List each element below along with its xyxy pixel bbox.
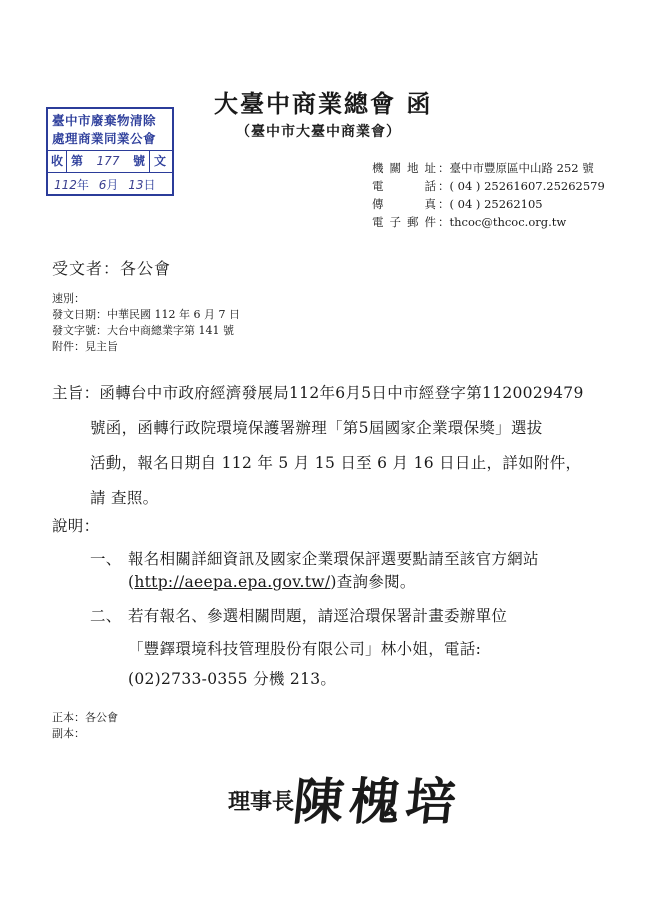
item2-number: 二、 [90,607,122,625]
signatory-name: 陳槐培 [290,772,465,831]
subject-line-3: 活動，報名日期自 112 年 5 月 15 日至 6 月 16 日日止，詳如附件， [90,454,582,472]
item2-line-2: 「豐鐸環境科技管理股份有限公司」林小姐，電話: [128,640,482,658]
item1-line-2: (http://aeepa.epa.gov.tw/)查詢參閱。 [128,573,416,591]
item1-line-1: 報名相關詳細資訊及國家企業環保評選要點請至該官方網站 [128,550,539,568]
signatory-title: 理事長 [228,790,295,815]
meta-doc-no: 發文字號：大台中商總業字第 141 號 [52,324,234,337]
stamp-number: 177 [96,154,120,168]
item1-number: 一、 [90,550,122,568]
stamp-hao: 號 [132,154,145,168]
contact-phone: 電 話 ：( 04 ) 25261607.25262579 [372,179,605,193]
subject-line-4: 請 查照。 [90,489,159,507]
item2-line-1: 若有報名、參選相關問題，請逕洽環保署計畫委辦單位 [128,607,508,625]
recipient: 受文者：各公會 [52,259,172,278]
receipt-stamp [46,107,174,196]
subject-line-2: 號函，函轉行政院環境保護署辦理「第5屆國家企業環保獎」選拔 [90,419,543,437]
official-website-link[interactable]: http://aeepa.epa.gov.tw/ [134,573,331,591]
explanation-heading: 說明： [52,517,100,535]
stamp-di: 第 [70,154,83,168]
stamp-number-row [48,150,172,173]
stamp-org-line1: 臺中市廢棄物清除 [52,113,157,128]
contact-fax: 傳 真 ：( 04 ) 25262105 [372,197,543,211]
meta-attachment: 附件：見主旨 [52,340,118,353]
stamp-divider [149,151,150,172]
contact-email: 電子郵件 ：thcoc@thcoc.org.tw [372,215,567,229]
document-title: 大臺中商業總會 函 [214,89,433,118]
meta-date: 發文日期：中華民國 112 年 6 月 7 日 [52,308,240,321]
distribution-main: 正本：各公會 [52,711,118,724]
meta-speed: 速別： [52,292,85,305]
distribution-copy: 副本： [52,727,85,740]
stamp-wen: 文 [153,154,166,168]
document-subtitle: （臺中市大臺中商業會） [236,124,401,140]
contact-address: 機關地址 ：臺中市豐原區中山路 252 號 [372,161,594,175]
item2-line-3: (02)2733-0355 分機 213。 [128,670,337,688]
subject-line-1: 主旨：函轉台中市政府經濟發展局112年6月5日中市經登字第1120029479 [52,384,584,402]
stamp-shou: 收 [50,154,63,168]
stamp-divider [66,151,67,172]
stamp-date: 112年 6月 13日 [54,178,156,192]
stamp-org-line2: 處理商業同業公會 [52,131,157,146]
